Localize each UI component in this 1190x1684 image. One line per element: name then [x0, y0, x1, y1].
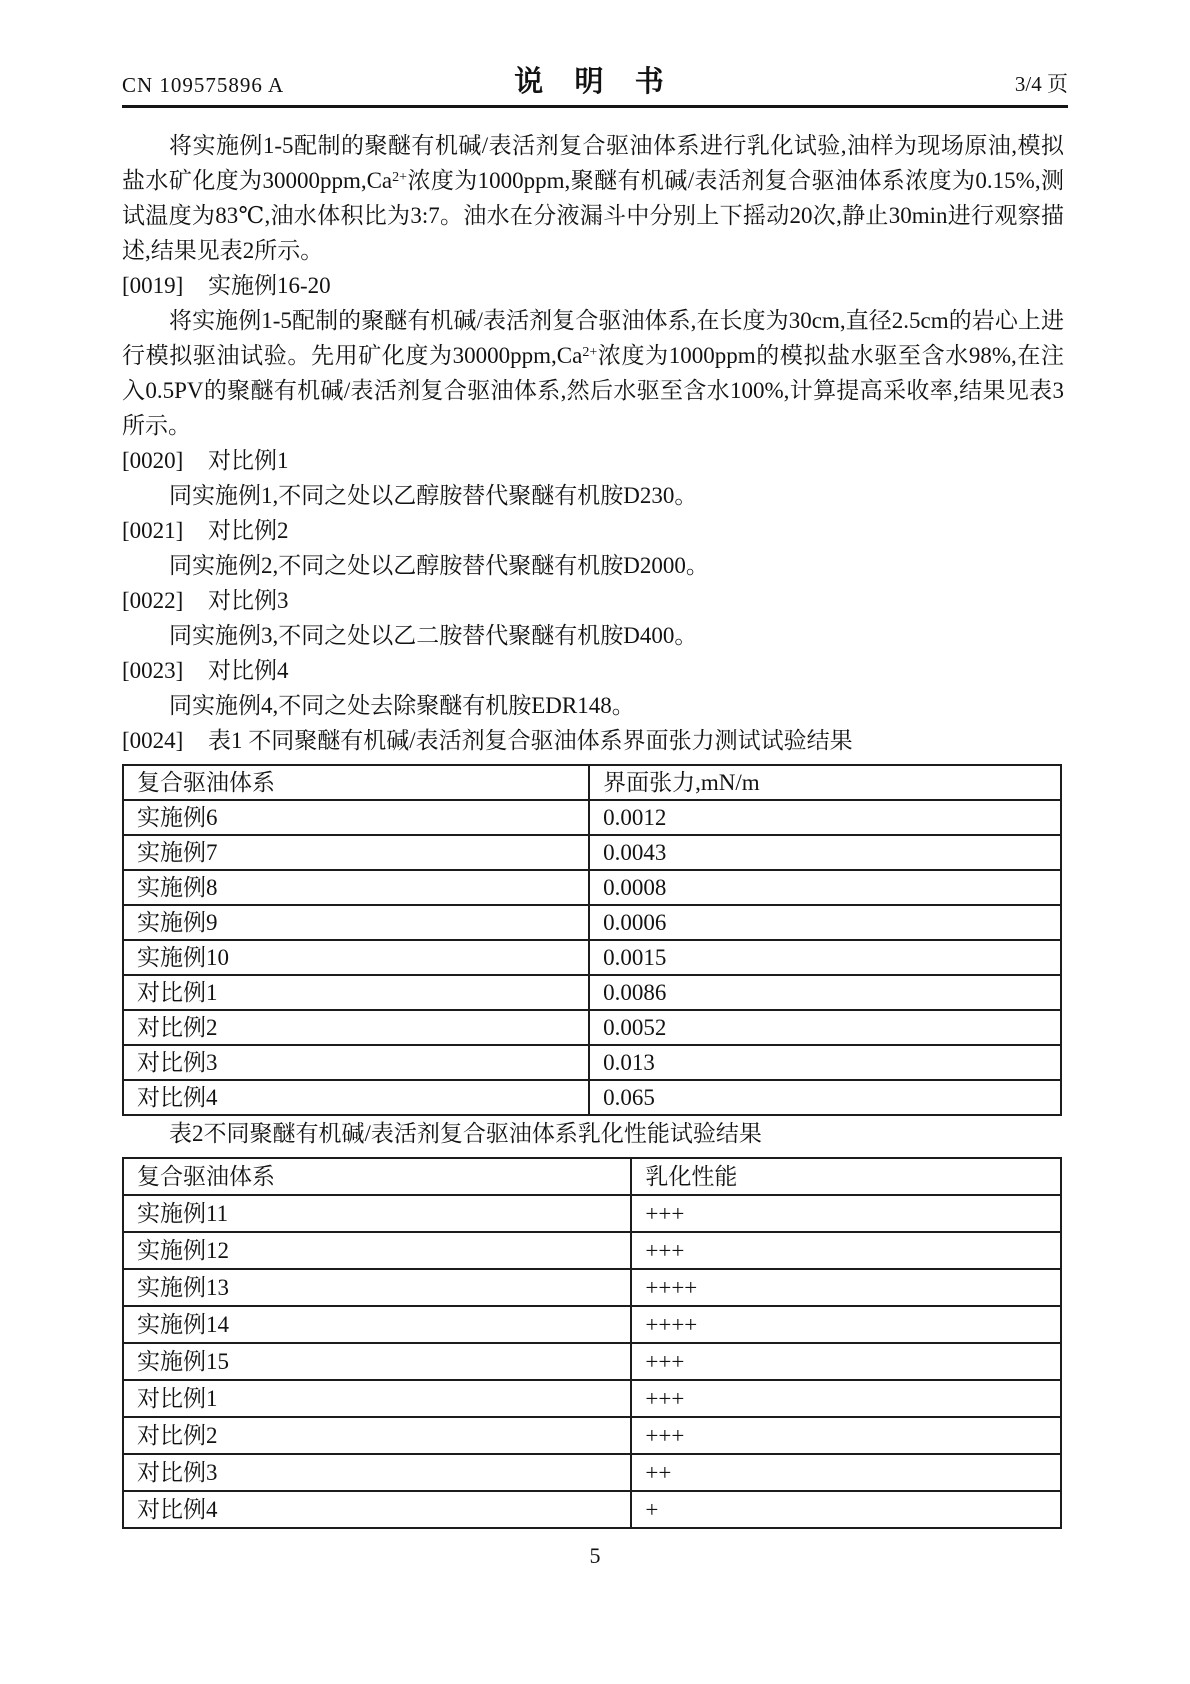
table-header-row [123, 765, 1061, 800]
table-cell: 实施例9 [123, 905, 589, 940]
table-row [123, 1010, 1061, 1045]
column-header: 乳化性能 [631, 1158, 1061, 1195]
table-row [123, 1232, 1061, 1269]
table-cell: 对比例1 [123, 975, 589, 1010]
superscript: 2+ [582, 345, 598, 360]
table-2-caption [122, 1116, 1064, 1151]
section-title: 对比例4 [208, 658, 289, 683]
table-cell: 实施例11 [123, 1195, 631, 1232]
table-cell: 对比例4 [123, 1080, 589, 1115]
table-cell: 实施例6 [123, 800, 589, 835]
paragraph-tag: [0022] [122, 588, 184, 613]
publication-number: CN 109575896 A [122, 73, 285, 97]
section-title: 对比例2 [208, 518, 289, 543]
text-run: 浓度为1000ppm,聚醚有机碱/表活剂复合驱油体系浓度为0.15%,测试温度为83℃,油水体积比为3:7。油水在分液漏斗中分别上下摇动20次,静止30min进行观察描述,结果见表2所示。 [122, 168, 1064, 263]
document-title: 说 明 书 [514, 66, 676, 98]
section-heading [122, 723, 1064, 758]
table-row [123, 1454, 1061, 1491]
section-title: 对比例3 [208, 588, 289, 613]
table-row [123, 1380, 1061, 1417]
superscript: 2+ [392, 170, 408, 185]
table-cell: 0.0015 [589, 940, 1061, 975]
section-heading [122, 443, 1064, 478]
paragraph-comparative-4 [122, 688, 1064, 723]
table-cell: 对比例3 [123, 1454, 631, 1491]
text-run: 同实施例1,不同之处以乙醇胺替代聚醚有机胺D230。 [169, 483, 698, 508]
table-cell: 0.0043 [589, 835, 1061, 870]
table-cell: +++ [631, 1232, 1061, 1269]
table-row [123, 835, 1061, 870]
table-cell: 对比例1 [123, 1380, 631, 1417]
table-row [123, 1306, 1061, 1343]
document-body [122, 128, 1064, 1529]
table-cell: 对比例4 [123, 1491, 631, 1528]
section-title: 实施例16-20 [208, 273, 331, 298]
table-cell: +++ [631, 1417, 1061, 1454]
paragraph-emulsification-test [122, 128, 1064, 268]
table-cell: 实施例7 [123, 835, 589, 870]
paragraph-tag: [0020] [122, 448, 184, 473]
table-2-emulsification [122, 1157, 1062, 1529]
table-cell: 0.0052 [589, 1010, 1061, 1045]
table-cell: +++ [631, 1343, 1061, 1380]
section-heading [122, 583, 1064, 618]
page-number: 5 [589, 1543, 601, 1568]
table-cell: + [631, 1491, 1061, 1528]
paragraph-comparative-1 [122, 478, 1064, 513]
table-cell: ++ [631, 1454, 1061, 1491]
text-run: 将实施例1-5配制的聚醚有机碱/表活剂复合驱油体系,在长度为30cm,直径2.5cm的岩心上进行模拟驱油试验。先用矿化度为30000ppm,Ca [122, 308, 1064, 368]
text-run: 表2不同聚醚有机碱/表活剂复合驱油体系乳化性能试验结果 [169, 1121, 762, 1146]
table-row [123, 1417, 1061, 1454]
section-heading [122, 653, 1064, 688]
table-1-interfacial-tension [122, 764, 1062, 1116]
text-run: 同实施例3,不同之处以乙二胺替代聚醚有机胺D400。 [169, 623, 698, 648]
table-cell: 实施例13 [123, 1269, 631, 1306]
table-cell: 实施例8 [123, 870, 589, 905]
table-cell: +++ [631, 1380, 1061, 1417]
table-row [123, 1491, 1061, 1528]
table-cell: 实施例15 [123, 1343, 631, 1380]
table-row [123, 905, 1061, 940]
table-header-row [123, 1158, 1061, 1195]
paragraph-comparative-2 [122, 548, 1064, 583]
table-row [123, 1045, 1061, 1080]
paragraph-tag: [0023] [122, 658, 184, 683]
text-run: 将实施例1-5配制的聚醚有机碱/表活剂复合驱油体系进行乳化试验,油样为现场原油,模拟盐水矿化度为30000ppm,Ca [122, 133, 1064, 193]
table-cell: 0.0086 [589, 975, 1061, 1010]
section-heading [122, 268, 1064, 303]
section-heading [122, 513, 1064, 548]
table-row [123, 1269, 1061, 1306]
table-cell: ++++ [631, 1269, 1061, 1306]
table-cell: 实施例10 [123, 940, 589, 975]
page-header [122, 0, 1068, 98]
paragraph-tag: [0021] [122, 518, 184, 543]
table-row [123, 870, 1061, 905]
table-cell: 对比例2 [123, 1417, 631, 1454]
table-row [123, 1195, 1061, 1232]
column-header: 复合驱油体系 [123, 765, 589, 800]
table-cell: +++ [631, 1195, 1061, 1232]
table-row [123, 1080, 1061, 1115]
paragraph-comparative-3 [122, 618, 1064, 653]
page-footer [0, 1543, 1190, 1569]
paragraph-core-flooding-test [122, 303, 1064, 443]
table-cell: 0.013 [589, 1045, 1061, 1080]
table-cell: 实施例14 [123, 1306, 631, 1343]
table-row [123, 940, 1061, 975]
section-title: 对比例1 [208, 448, 289, 473]
table-row [123, 1343, 1061, 1380]
table-cell: 0.0008 [589, 870, 1061, 905]
table-cell: ++++ [631, 1306, 1061, 1343]
table-cell: 对比例3 [123, 1045, 589, 1080]
table-cell: 0.0012 [589, 800, 1061, 835]
table-row [123, 800, 1061, 835]
page-indicator: 3/4 页 [1014, 72, 1068, 96]
table-cell: 实施例12 [123, 1232, 631, 1269]
table-row [123, 975, 1061, 1010]
header-divider [122, 105, 1068, 108]
text-run: 同实施例4,不同之处去除聚醚有机胺EDR148。 [169, 693, 635, 718]
paragraph-tag: [0024] [122, 728, 184, 753]
paragraph-tag: [0019] [122, 273, 184, 298]
text-run: 浓度为1000ppm的模拟盐水驱至含水98%,在注入0.5PV的聚醚有机碱/表活剂复合驱油体系,然后水驱至含水100%,计算提高采收率,结果见表3所示。 [122, 343, 1064, 438]
column-header: 复合驱油体系 [123, 1158, 631, 1195]
table-cell: 0.0006 [589, 905, 1061, 940]
text-run: 同实施例2,不同之处以乙醇胺替代聚醚有机胺D2000。 [169, 553, 709, 578]
column-header: 界面张力,mN/m [589, 765, 1061, 800]
table-cell: 0.065 [589, 1080, 1061, 1115]
table-cell: 对比例2 [123, 1010, 589, 1045]
section-title: 表1 不同聚醚有机碱/表活剂复合驱油体系界面张力测试试验结果 [208, 728, 853, 753]
